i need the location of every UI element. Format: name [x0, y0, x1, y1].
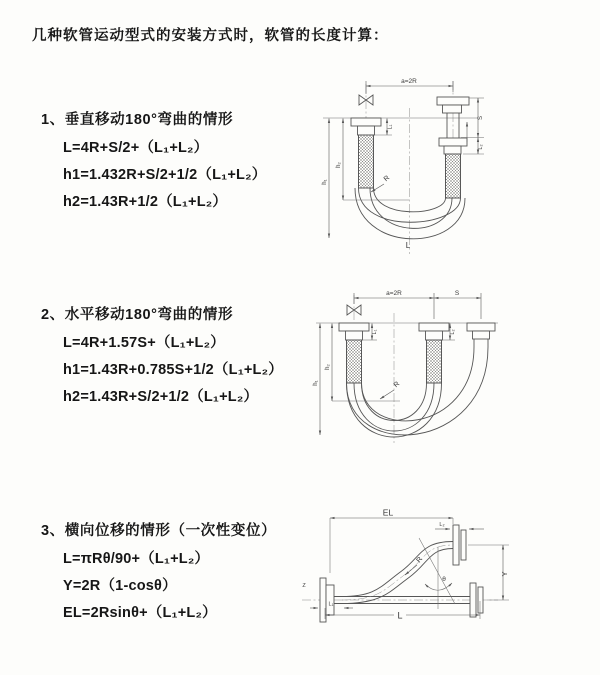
dimension-h1 — [313, 324, 320, 436]
dim-label-l: L — [397, 610, 403, 621]
dimension-l2 — [435, 522, 484, 529]
formula-h1: h1=1.43R+0.785S+1/2（L₁+L₂） — [63, 362, 283, 378]
dim-label-theta: θ — [442, 576, 446, 583]
braid-hatch — [427, 340, 442, 383]
dim-label-l2: L₂ — [478, 144, 484, 150]
dim-label-l2: L₂ — [439, 522, 445, 528]
page-title: 几种软管运动型式的安装方式时，软管的长度计算： — [32, 28, 389, 44]
dim-label-l-total: L — [405, 241, 411, 250]
diagram-vertical-180-bend — [313, 70, 513, 265]
braid-hatch — [359, 135, 374, 188]
dim-label-el: EL — [382, 507, 394, 518]
dimension-a-2r — [354, 290, 481, 319]
dim-label-l1: L₁ — [328, 601, 334, 608]
radius-callout — [371, 175, 391, 192]
formula-y: Y=2R（1-cosθ） — [63, 578, 177, 594]
dim-label-a-2r: a=2R — [386, 290, 402, 297]
hose-bend-arcs — [347, 347, 489, 437]
formula-length: L=4R+1.57S+（L₁+L₂） — [63, 335, 225, 351]
dim-label-h2: h₂ — [336, 162, 342, 168]
dim-label-y: Y — [500, 571, 509, 577]
flange-hub — [426, 331, 443, 340]
diagram-horizontal-180-bend — [308, 283, 518, 453]
braid-hatch — [446, 154, 461, 198]
flange-hub — [461, 530, 466, 560]
dimension-h1 — [322, 119, 329, 239]
flange-hub — [443, 105, 462, 113]
flange — [437, 97, 469, 105]
flange-hub — [444, 146, 461, 154]
flange — [419, 323, 449, 331]
flange — [467, 323, 495, 331]
dim-label-l1: L₁ — [372, 329, 378, 335]
flange — [439, 138, 467, 146]
flange-hub — [326, 585, 334, 615]
flange — [351, 118, 381, 126]
section-3-heading: 3、横向位移的情形（一次性变位） — [41, 523, 277, 539]
formula-el: EL=2Rsinθ+（L₁+L₂） — [63, 605, 217, 621]
weld-mark: Z — [302, 583, 306, 589]
formula-length: L=πRθ/90+（L₁+L₂） — [63, 551, 210, 567]
diagram-lateral-displacement — [298, 505, 518, 650]
formula-length: L=4R+S/2+（L₁+L₂） — [63, 140, 209, 156]
flange-plate — [470, 583, 476, 617]
section-1-heading: 1、垂直移动180°弯曲的情形 — [41, 112, 234, 128]
flange-plate — [453, 525, 459, 565]
formula-h2: h2=1.43R+S/2+1/2（L₁+L₂） — [63, 389, 259, 405]
dim-label-l1: L₁ — [387, 124, 394, 130]
dim-label-h1: h₁ — [313, 380, 319, 386]
braid-hatch — [347, 340, 362, 383]
formula-h2: h2=1.43R+1/2（L₁+L₂） — [63, 194, 228, 210]
dim-label-a-2r: a=2R — [401, 78, 417, 85]
dimension-l1 — [310, 602, 353, 609]
hose-s-curve — [342, 542, 453, 604]
flange — [339, 323, 369, 331]
radius-callout — [380, 381, 401, 399]
flange-hub — [346, 331, 363, 340]
flange-hub — [358, 126, 375, 135]
dim-label-l2: L₂ — [450, 329, 456, 335]
flange-hub — [478, 587, 483, 613]
dim-label-h1: h₁ — [322, 179, 328, 185]
dim-label-r: R — [392, 380, 402, 390]
dim-label-h2: h₂ — [325, 364, 331, 370]
dim-label-s: S — [478, 115, 484, 121]
dim-label-r: R — [382, 174, 392, 184]
dimension-el — [330, 508, 453, 574]
dim-label-s: S — [454, 290, 460, 297]
section-2-heading: 2、水平移动180°弯曲的情形 — [41, 307, 234, 323]
formula-h1: h1=1.432R+S/2+1/2（L₁+L₂） — [63, 167, 267, 183]
dimension-a-2r — [366, 78, 453, 94]
dim-label-r: R — [415, 555, 425, 565]
flange-hub — [473, 331, 490, 339]
